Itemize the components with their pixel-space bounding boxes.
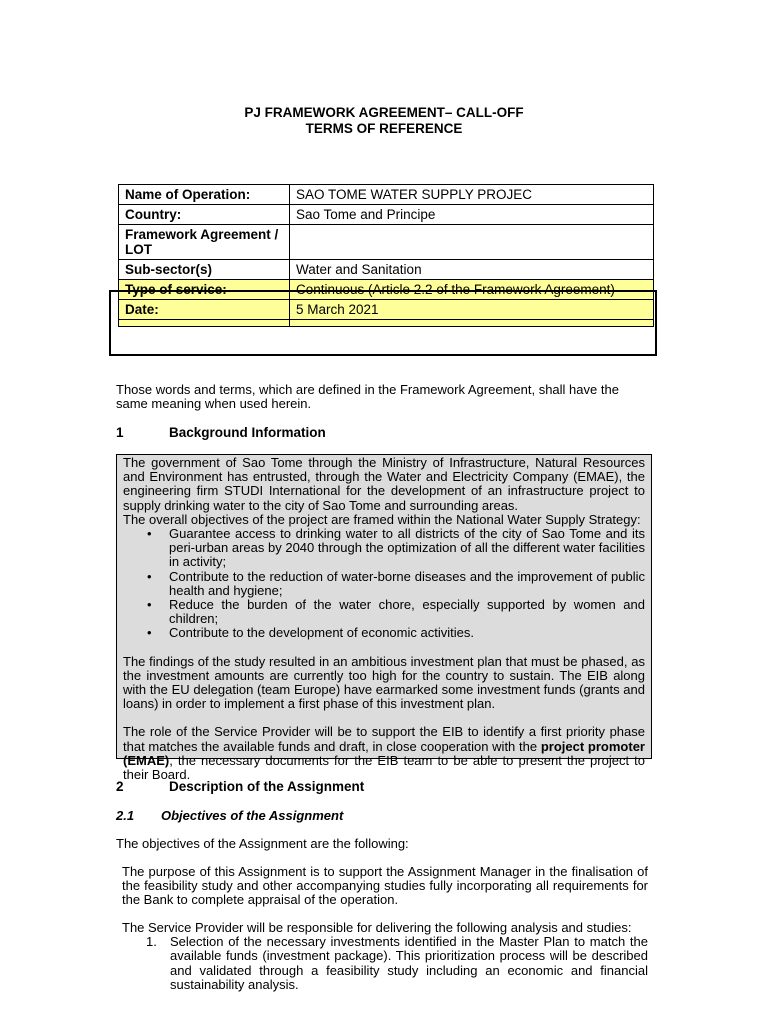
table-row [119,320,654,327]
bullet-icon: • [147,625,152,641]
document-title: PJ FRAMEWORK AGREEMENT– CALL-OFF [244,105,524,120]
table-row [119,225,654,260]
section-title: Background Information [169,425,326,440]
deliverables-list [122,935,648,992]
row-label: Sub-sector(s) [119,260,290,280]
section-2-heading [116,780,364,794]
background-paragraph: The overall objectives of the project are framed within the National Water Supply Strategy: [123,511,641,527]
section-number: 2 [116,779,124,794]
row-label [119,320,290,327]
list-item: • Guarantee access to drinking water to all districts of the city of Sao Tome and its peri-urban areas by 2040 through the optimization of all the different water facilities in activity; [147,526,645,570]
list-item: 1. Selection of the necessary investments identified in the Master Plan to match the available funds (investment package). This prioritization process will be described and validated through a feasibility study including an economic and financial sustainability analysis. [146,934,648,992]
operation-info-table [118,184,654,327]
bullet-icon: • [147,597,152,613]
purpose-paragraph: The purpose of this Assignment is to support the Assignment Manager in the finalisation of the feasibility study and other accompanying studies fully incorporating all requirements for the Bank to complete appraisal of the operation. [122,864,648,908]
row-label: Name of Operation: [119,185,290,205]
table-row [119,260,654,280]
table-row [119,280,654,300]
row-value: Sao Tome and Principe [290,205,654,225]
bullet-icon: • [147,568,152,584]
row-label: Country: [119,205,290,225]
background-info-box [116,454,652,783]
row-value: Continuous (Article 2.2 of the Framework Agreement) [290,280,654,300]
subsection-title: Objectives of the Assignment [161,808,344,823]
row-value [290,320,654,327]
row-value [290,225,654,260]
deliverables-lead: The Service Provider will be responsible for delivering the following analysis and studies: [122,920,632,935]
list-item: • Contribute to the development of economic activities. [147,625,474,641]
row-label: Framework Agreement / LOT [119,225,290,260]
background-paragraph: The role of the Service Provider will be to support the EIB to identify a first priority phase that matches the available funds and draft, in close cooperation with the project promoter (EMAE), the necessary documents for the EIB team to be able to present the project to their Board. [123,724,645,783]
table-row [119,185,654,205]
section-title: Description of the Assignment [169,779,365,794]
objectives-list [123,527,645,641]
row-value: SAO TOME WATER SUPPLY PROJEC [290,185,654,205]
row-value: Water and Sanitation [290,260,654,280]
section-number: 1 [116,425,124,440]
subsection-number: 2.1 [116,808,135,823]
bullet-icon: • [147,526,152,542]
background-paragraph: The government of Sao Tome through the Ministry of Infrastructure, Natural Resources and Environment has entrusted, through the Water and Electricity Company (EMAE), the engineering firm STUDI International for the development of an infrastructure project to supply drinking water to the city of Sao Tome and surrounding areas. [123,455,645,513]
subsection-2-1-heading [116,809,343,823]
step-number: 1. [146,934,157,950]
project-promoter-emphasis: project promoter (EMAE) [123,738,645,768]
deliverables-block [122,921,648,992]
objectives-lead: The objectives of the Assignment are the following: [116,836,409,851]
row-label: Date: [119,300,290,320]
table-row [119,205,654,225]
row-value: 5 March 2021 [290,300,654,320]
list-item: • Contribute to the reduction of water-borne diseases and the improvement of public health and hygiene; [147,568,645,598]
intro-paragraph: Those words and terms, which are defined in the Framework Agreement, shall have the same meaning when used herein. [116,382,619,412]
list-item: • Reduce the burden of the water chore, especially supported by women and children; [147,597,645,627]
section-1-heading [116,426,326,440]
document-subtitle: TERMS OF REFERENCE [305,121,463,136]
background-paragraph: The findings of the study resulted in an ambitious investment plan that must be phased, as the investment amounts are currently too high for the country to sustain. The EIB along with the EU delegation (team Europe) have earmarked some investment funds (grants and loans) in order to implement a first phase of this investment plan. [123,653,645,712]
table-row [119,300,654,320]
row-label: Type of service: [119,280,290,300]
